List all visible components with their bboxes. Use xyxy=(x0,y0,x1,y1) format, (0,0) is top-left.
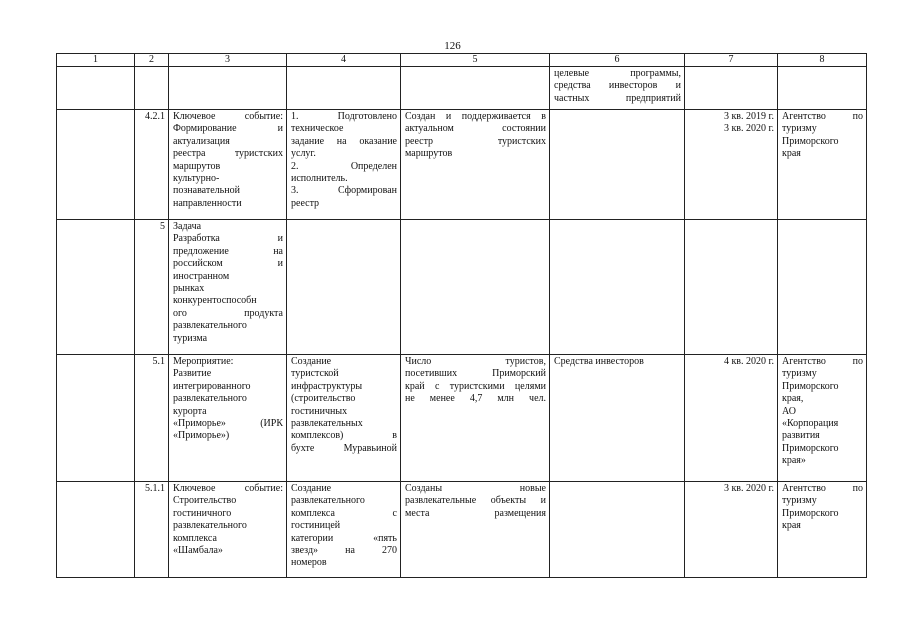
cell-line: Разработка и xyxy=(173,233,283,245)
cell-line: Ключевое событие: xyxy=(173,111,283,122)
cell-c8 xyxy=(778,67,867,110)
cell-number xyxy=(135,67,169,110)
cell-c6 xyxy=(550,220,685,355)
cell-c3 xyxy=(169,67,287,110)
cell-c6 xyxy=(550,110,685,220)
cell-line: задание на оказание xyxy=(291,135,397,147)
table-row xyxy=(57,220,867,355)
cell-c5 xyxy=(401,220,550,355)
cell-line: категории «пять xyxy=(291,532,397,544)
cell-line: Строительство xyxy=(173,495,237,507)
cell-line: рынках xyxy=(173,283,205,295)
cell-line: Развитие xyxy=(173,368,212,380)
cell-line: Ключевое событие: xyxy=(173,483,283,494)
cell-line: 3. Сформирован xyxy=(291,185,397,197)
cell-empty xyxy=(57,482,135,578)
page-number: 126 xyxy=(444,40,461,52)
cell-line: реестра туристских xyxy=(173,148,283,160)
cell-line: «Приморье» (ИРК xyxy=(173,418,283,430)
cell-line: туристской xyxy=(291,368,339,380)
cell-line: развлекательного xyxy=(291,495,365,507)
cell-line: Создание xyxy=(291,356,332,367)
header-cell: 7 xyxy=(685,54,778,67)
header-cell: 4 xyxy=(287,54,401,67)
header-cell: 5 xyxy=(401,54,550,67)
cell-line: Мероприятие: xyxy=(173,356,234,367)
cell-c4 xyxy=(287,482,401,578)
header-cell: 3 xyxy=(169,54,287,67)
cell-c7 xyxy=(685,355,778,482)
cell-line: «Шамбала» xyxy=(173,545,223,557)
cell-line: российском и xyxy=(173,258,283,270)
cell-c5 xyxy=(401,67,550,110)
cell-c4 xyxy=(287,355,401,482)
cell-line: Агентство по xyxy=(782,483,863,494)
cell-number: 5.1.1 xyxy=(135,482,169,578)
header-cell: 6 xyxy=(550,54,685,67)
cell-c4 xyxy=(287,67,401,110)
header-row xyxy=(57,54,867,67)
cell-line: край с туристскими целями xyxy=(405,380,546,392)
cell-line: края» xyxy=(782,455,806,467)
table-row xyxy=(57,67,867,110)
cell-line: техническое xyxy=(291,123,344,135)
cell-line: Число туристов, xyxy=(405,356,546,367)
cell-line: не менее 4,7 млн чел. xyxy=(405,393,546,405)
cell-line: 4 кв. 2020 г. xyxy=(723,356,774,367)
cell-line: Агентство по xyxy=(782,356,863,367)
cell-line: средства инвесторов и xyxy=(554,80,681,92)
cell-line: комплекса xyxy=(173,532,217,544)
cell-line: конкурентоспособн xyxy=(173,295,257,307)
cell-line: целевые программы, xyxy=(554,68,681,79)
cell-line: Созданы новые xyxy=(405,483,546,494)
cell-empty xyxy=(57,355,135,482)
cell-line: комплекса с xyxy=(291,507,397,519)
cell-c8 xyxy=(778,110,867,220)
cell-line: маршрутов xyxy=(173,160,221,172)
cell-line: культурно- xyxy=(173,173,220,185)
cell-line: посетивших Приморский xyxy=(405,368,546,380)
cell-line: туризму xyxy=(782,495,817,507)
cell-c6 xyxy=(550,67,685,110)
cell-line: комплексов) в xyxy=(291,430,397,442)
cell-line: курорта xyxy=(173,405,207,417)
cell-line: развлекательные объекты и xyxy=(405,495,546,507)
cell-line: Формирование и xyxy=(173,123,283,135)
cell-line: ого продукта xyxy=(173,307,283,319)
cell-line: «Приморье») xyxy=(173,430,230,442)
cell-line: Агентство по xyxy=(782,111,863,122)
cell-line: актуализация xyxy=(173,135,230,147)
cell-line: края xyxy=(782,520,801,532)
cell-line: реестр xyxy=(291,197,320,209)
cell-line: Средства инвесторов xyxy=(554,356,644,367)
cell-line: Приморского xyxy=(782,380,839,392)
cell-line: услуг. xyxy=(291,148,316,160)
cell-line: иностранном xyxy=(173,270,230,282)
cell-c3 xyxy=(169,355,287,482)
cell-line: края, xyxy=(782,393,804,405)
cell-line: гостиничных xyxy=(291,405,348,417)
cell-line: познавательной xyxy=(173,185,240,197)
cell-line: 1. Подготовлено xyxy=(291,111,397,122)
header-cell: 2 xyxy=(135,54,169,67)
cell-c5 xyxy=(401,110,550,220)
cell-empty xyxy=(57,67,135,110)
cell-line: туризму xyxy=(782,368,817,380)
plan-table xyxy=(56,53,867,578)
cell-line: Создание xyxy=(291,483,332,494)
cell-c3 xyxy=(169,110,287,220)
cell-line: 3 кв. 2020 г. xyxy=(723,483,774,494)
cell-line: туризму xyxy=(782,123,817,135)
header-cell: 1 xyxy=(57,54,135,67)
cell-c7 xyxy=(685,482,778,578)
cell-line: гостиницей xyxy=(291,520,341,532)
cell-line: предложение на xyxy=(173,245,283,257)
cell-line: развития xyxy=(782,430,820,442)
cell-line: исполнитель. xyxy=(291,173,348,185)
cell-c6 xyxy=(550,355,685,482)
cell-empty xyxy=(57,220,135,355)
cell-line: 2. Определен xyxy=(291,160,397,172)
cell-c3 xyxy=(169,482,287,578)
cell-line: края xyxy=(782,148,801,160)
cell-line: интегрированного xyxy=(173,380,251,392)
cell-c4 xyxy=(287,110,401,220)
cell-line: 3 кв. 2020 г. xyxy=(723,123,774,135)
cell-line: направленности xyxy=(173,197,242,209)
cell-empty xyxy=(57,110,135,220)
cell-c4 xyxy=(287,220,401,355)
table-row xyxy=(57,110,867,220)
cell-line: Приморского xyxy=(782,442,839,454)
cell-line: развлекательных xyxy=(291,418,363,430)
cell-line: 3 кв. 2019 г. xyxy=(723,111,774,122)
cell-line: развлекательного xyxy=(173,520,247,532)
cell-line: Приморского xyxy=(782,135,839,147)
cell-line: актуальном состоянии xyxy=(405,123,546,135)
cell-line: развлекательного xyxy=(173,393,247,405)
cell-line: Задача xyxy=(173,221,202,232)
cell-c8 xyxy=(778,355,867,482)
cell-line: развлекательного xyxy=(173,320,247,332)
cell-line: бухте Муравьиной xyxy=(291,442,397,454)
cell-c3 xyxy=(169,220,287,355)
cell-c8 xyxy=(778,482,867,578)
cell-c7 xyxy=(685,67,778,110)
cell-c7 xyxy=(685,220,778,355)
cell-line: инфраструктуры xyxy=(291,380,363,392)
cell-line: частных предприятий xyxy=(554,92,681,104)
cell-line: места размещения xyxy=(405,507,546,519)
cell-c7 xyxy=(685,110,778,220)
header-cell: 8 xyxy=(778,54,867,67)
cell-line: (строительство xyxy=(291,393,356,405)
cell-line: Приморского xyxy=(782,507,839,519)
cell-line: звезд» на 270 xyxy=(291,545,397,557)
cell-line: Создан и поддерживается в xyxy=(405,111,546,122)
cell-line: реестр туристских xyxy=(405,135,546,147)
table-row xyxy=(57,482,867,578)
cell-line: туризма xyxy=(173,332,208,344)
cell-line: «Корпорация xyxy=(782,418,839,430)
cell-line: гостиничного xyxy=(173,507,232,519)
cell-c8 xyxy=(778,220,867,355)
cell-number: 4.2.1 xyxy=(135,110,169,220)
cell-c5 xyxy=(401,355,550,482)
cell-line: маршрутов xyxy=(405,148,453,160)
cell-c6 xyxy=(550,482,685,578)
cell-line: номеров xyxy=(291,557,327,569)
cell-number: 5 xyxy=(135,220,169,355)
cell-number: 5.1 xyxy=(135,355,169,482)
cell-line: АО xyxy=(782,405,796,417)
cell-c5 xyxy=(401,482,550,578)
table-row xyxy=(57,355,867,482)
